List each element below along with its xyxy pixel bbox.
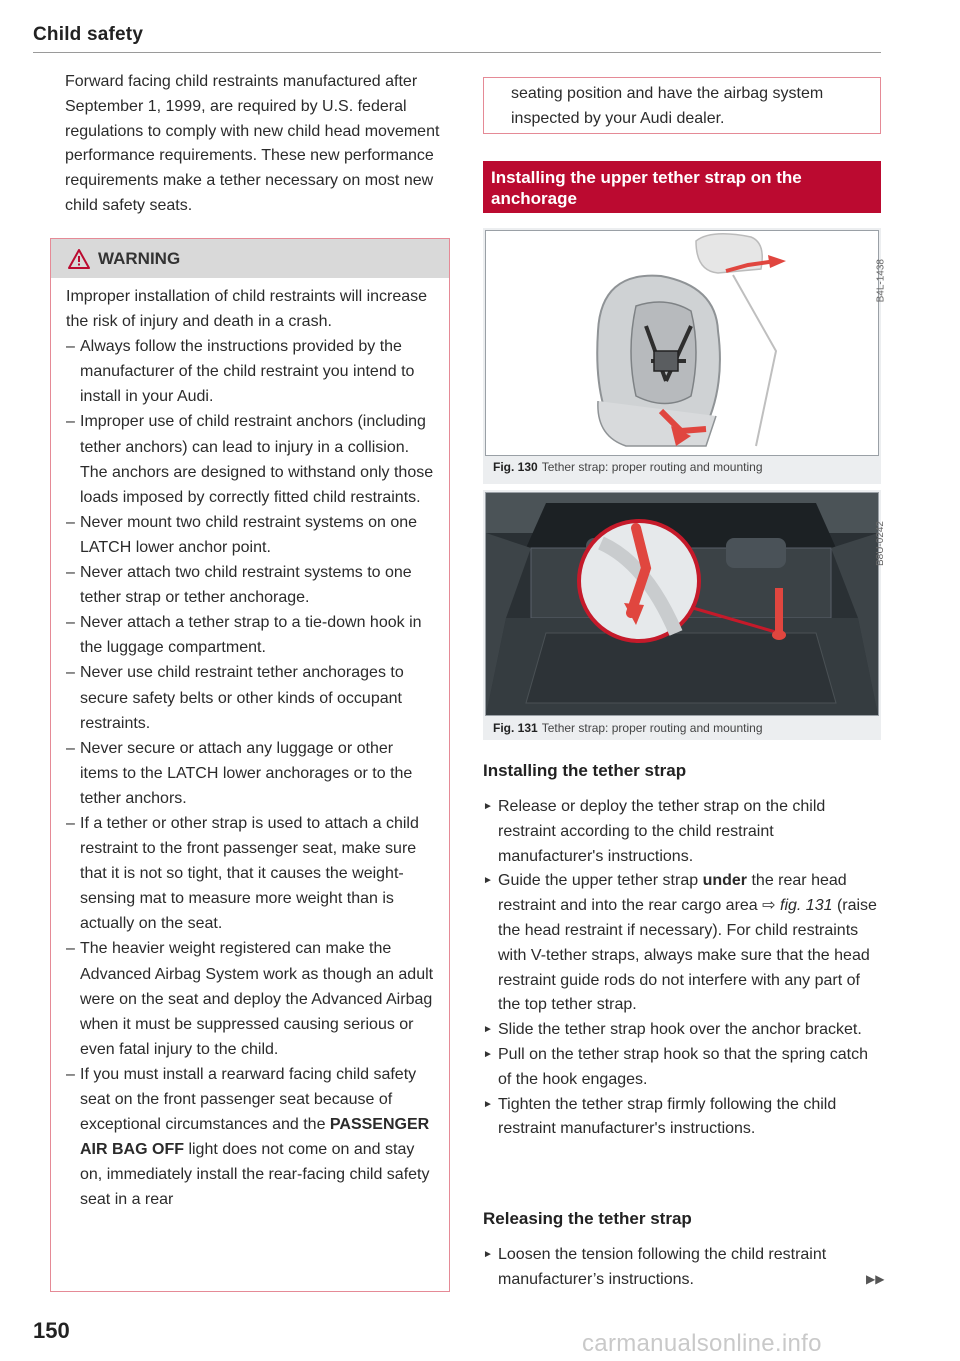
figure-caption-text: Tether strap: proper routing and mounting	[541, 460, 763, 474]
install-heading: Installing the tether strap	[483, 761, 687, 780]
warning-list	[66, 334, 434, 1212]
warning-item: – Never secure or attach any luggage or other items to the LATCH lower anchorages or to the tether anchors.	[66, 736, 434, 811]
watermark: carmanualsonline.info	[582, 1330, 822, 1357]
warning-item: – Never attach two child restraint systems to one tether strap or tether anchorage.	[66, 560, 434, 610]
install-steps	[483, 795, 883, 1142]
cargo-area-photo	[485, 492, 886, 716]
figure-caption	[493, 721, 763, 735]
section-title: Child safety	[33, 24, 144, 45]
figure-label: Fig. 130	[493, 460, 538, 474]
warning-item: – Improper use of child restraint anchors (including tether anchors) can lead to injury in a collision. The anchors are designed to withstand only those loads imposed by correctly fitted child restraints.	[66, 409, 434, 509]
under-emphasis: under	[702, 872, 748, 890]
cargo-area-drawing	[486, 493, 878, 715]
figure-code: B8U-0242	[875, 521, 886, 567]
section-heading-bar: Installing the upper tether strap on the anchorage	[483, 161, 881, 213]
warning-item: – The heavier weight registered can make the Advanced Airbag System work as though an adult were on the seat and deploy the Advanced Airbag when it must be suppressed causing serious or even fatal injury to the child.	[66, 936, 434, 1061]
intro-paragraph: Forward facing child restraints manufactured after September 1, 1999, are required by U.S. federal regulations to comply with new child head movement performance requirements. These new performance requirements make a tether necessary on most new child safety seats.	[65, 73, 440, 214]
continued-warning-box: seating position and have the airbag system inspected by your Audi dealer.	[483, 77, 881, 134]
child-seat-drawing	[486, 231, 878, 455]
warning-item-text: If you must install a rearward facing child safety seat on the front passenger seat because of exceptional circumstances and the	[80, 1065, 417, 1134]
header-divider	[33, 52, 881, 53]
install-step: ► Release or deploy the tether strap on the child restraint according to the child restraint manufacturer's instructions.	[483, 795, 883, 869]
warning-item: – If a tether or other strap is used to attach a child restraint to the front passenger seat, make sure that it is not so tight, that it causes the weight-sensing mat to measure more weight than is actually on the seat.	[66, 811, 434, 936]
install-step: ► Slide the tether strap hook over the anchor bracket.	[483, 1018, 883, 1043]
figure-130	[483, 228, 886, 484]
warning-lead: Improper installation of child restraints will increase the risk of injury and death in a crash.	[66, 288, 428, 331]
install-step: ► Pull on the tether strap hook so that the spring catch of the hook engages.	[483, 1043, 883, 1093]
left-column	[65, 70, 451, 219]
warning-item: – Never use child restraint tether anchorages to secure safety belts or other kinds of occupant restraints.	[66, 660, 434, 735]
warning-item: – Always follow the instructions provided by the manufacturer of the child restraint you intend to install in your Audi.	[66, 334, 434, 409]
warning-box	[50, 238, 450, 1292]
warning-item: – Never mount two child restraint systems on one LATCH lower anchor point.	[66, 510, 434, 560]
step-text: Guide the upper tether strap	[498, 872, 703, 890]
warning-body	[51, 278, 449, 1212]
release-step: ► Loosen the tension following the child restraint manufacturer’s instructions.	[483, 1243, 883, 1293]
step-text: (raise the head restraint if necessary). For child restraints with V-tether straps, always make sure that the head restraint guide rods do not interfere with any part of the top tether strap.	[498, 897, 877, 1014]
step-text: the rear head restraint and into the rear cargo area	[498, 872, 847, 915]
release-steps	[483, 1243, 883, 1293]
install-step	[483, 869, 883, 1018]
figure-reference-link[interactable]: ⇨ fig. 131	[762, 897, 833, 915]
warning-item-last	[66, 1062, 434, 1213]
release-heading: Releasing the tether strap	[483, 1209, 692, 1228]
warning-item-text: light does not come on and stay on, immediately install the rear-facing child safety seat in a rear	[80, 1141, 430, 1209]
figure-code: B4L-1438	[875, 259, 886, 303]
figure-label: Fig. 131	[493, 721, 538, 735]
figure-caption	[493, 460, 763, 474]
warning-header	[51, 239, 449, 278]
passenger-airbag-off-label: PASSENGER AIR BAG OFF	[80, 1116, 430, 1159]
warning-title: WARNING	[98, 248, 181, 268]
figure-131	[483, 490, 886, 740]
child-seat-illustration	[485, 230, 886, 456]
warning-triangle-icon	[68, 249, 90, 269]
install-step: ► Tighten the tether strap firmly following the child restraint manufacturer's instructions.	[483, 1093, 883, 1143]
continue-arrow-icon: ▶▶	[866, 1272, 885, 1286]
page-number: 150	[33, 1318, 70, 1343]
warning-item: – Never attach a tether strap to a tie-down hook in the luggage compartment.	[66, 610, 434, 660]
figure-caption-text: Tether strap: proper routing and mounting	[541, 721, 763, 735]
